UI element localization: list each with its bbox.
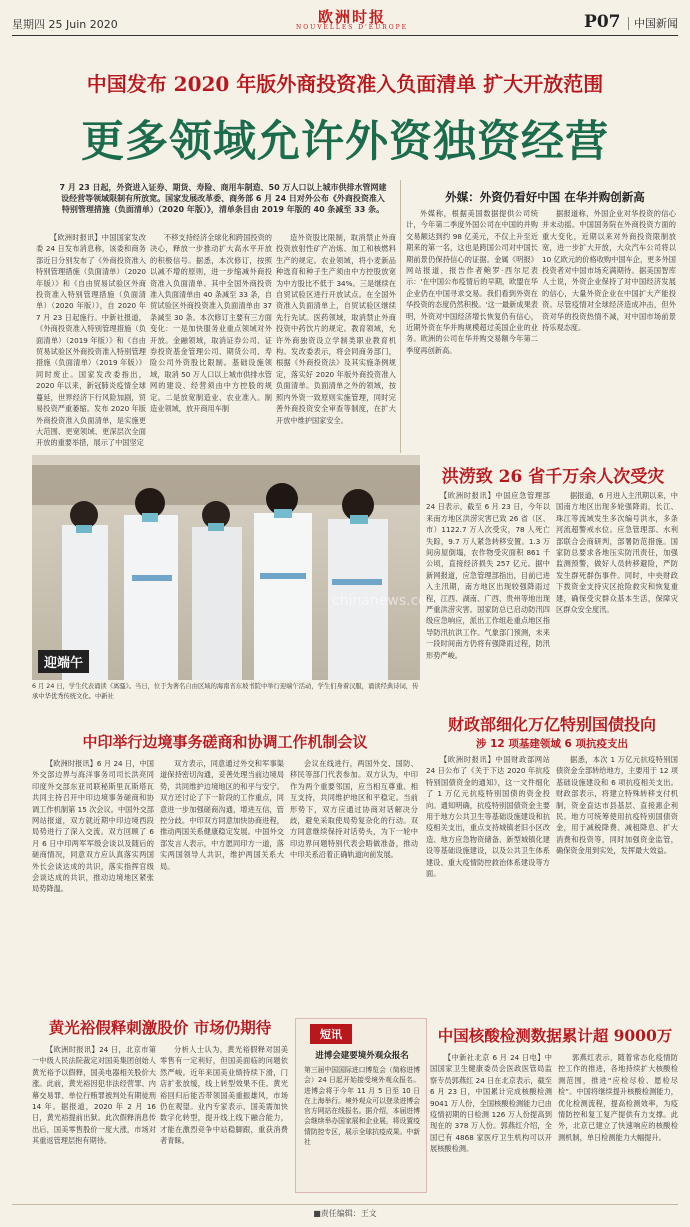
guangxu-col-1: 【欧洲时报讯】24 日，北京市第一中级人民法院裁定对国美集团创始人黄光裕予以假释，国美电器相关股价大涨。此前，黄光裕因犯非法经营罪、内幕交易罪、单位行贿罪被判处有期徒刑 14 年。据报道，2020 年 2 月 16 日，黄光裕提前出狱。此次假释消息传出后，国美零售股价一度大涨，市场对其重返管理层抱有期待。 xyxy=(32,1045,156,1146)
short-news-box xyxy=(295,1018,427,1193)
india-col-2: 双方表示，同意通过外交和军事渠道保持密切沟通，妥善处理当前边境局势，共同维护边境地区的和平与安宁。双方还讨论了下一阶段的工作重点，同意进一步加强磋商沟通，增进互信，管控分歧。中印双方同意加快协商进程，推动两国关系健康稳定发展。中国外交部发言人表示，中方愿同印方一道，落实两国领导人共识，维护两国关系大局。 xyxy=(160,759,284,871)
section-name: 中国新闻 xyxy=(628,17,678,30)
flood-title: 洪涝致 26 省千万余人次受灾 xyxy=(441,467,665,487)
headline: 更多领域允许外资独资经营 xyxy=(81,117,609,167)
photo-watermark: chinanews.com xyxy=(332,593,441,609)
short-news-title: 进博会建要境外观众报名 xyxy=(315,1051,409,1061)
masthead xyxy=(252,10,452,31)
india-title: 中印举行边境事务磋商和协调工作机制会议 xyxy=(82,733,368,751)
guangxu-col-2: 分析人士认为，黄光裕假释对国美零售有一定利好，但国美面临的问题依然严峻。近年来国美业绩持续下滑，门店扩张放缓，线上转型效果不佳。黄光裕回归后能否带领国美重振雄风，市场仍在观望。业内专家表示，国美需加快数字化转型，提升线上线下融合能力，才能在激烈竞争中站稳脚跟，重获消费者青睐。 xyxy=(160,1045,288,1146)
side-article-col-1: 外媒称，根据美国数据提供公司统计，今年第二季度外国公司在中国的并购交易额达到约 98 亿美元，不仅上升至近期来的第一名，这也是跨国公司对中国长期前景仍保持信心的证据。金属《明报》网站报道，报告作者鲍罗·西尔尼表示：'在中国公布疫情后的早期，欧盟在华企业仍在中国寻求交易。我们看到外资在华投资的态度仍然积极。'这一最新成果表明，外资对中国经济增长恢复仍有信心，近期外资在华并购规模超过美国企业的业务。欧洲的公司在华并购交易额今年第二季度再创新高。 xyxy=(406,209,538,355)
flood-col-1: 【欧洲时报讯】中国应急管理部 24 日表示，截至 6 月 23 日，今年以来南方地区洪涝灾害已致 26 省（区、市）1122.7 万人次受灾，78 人死亡失踪，9.7 万人紧急转移安置。1.3 万间房屋倒塌，农作物受灾面积 861 千公顷，直接经济损失 257 亿元。据中新网报道，应急管理部指出，目前已进入主汛期，南方地区出现较强降雨过程，江西、湖南、广西、贵州等地出现严重洪涝灾害。国家防总已启动防汛四级应急响应，派出工作组赴重点地区指导防汛抗洪工作。气象部门预测，未来一段时间南方仍将有强降雨过程，防汛形势严峻。 xyxy=(426,491,550,660)
flood-col-2: 据报道，6 月进入主汛期以来，中国南方地区出现多轮强降雨，长江、珠江等流域发生多次编号洪水，多条河流超警戒水位。应急管理部、水利部联合会商研判，部署防范措施。国家防总要求各地压实防汛责任，加强监测预警，做好人员转移避险，严防发生群死群伤事件。同时，中央财政下拨资金支持灾区抢险救灾和恢复重建，确保受灾群众基本生活，保障灾区群众安全度汛。 xyxy=(556,491,678,615)
nucleic-col-2: 郭燕红表示，随着常态化疫情防控工作的推进，各地持续扩大核酸检测范围，推进“应检尽检、愿检尽检”。中国将继续提升核酸检测能力，优化检测流程，提高检测效率，为疫情防控和复工复产提供有力支撑。此外，北京已建立了快速响应的核酸检测机制，单日检测能力大幅提升。 xyxy=(558,1053,678,1142)
divider xyxy=(400,180,401,453)
summary: 7 月 23 日起，外资进入证券、期货、寿险、商用车制造、50 万人口以上城市供排水管网建设经营等领域限制有所放宽。国家发展改革委、商务部 6 月 24 日对外公布《外商投资准入特别管理措施（负面清单）（2020 年版）》，清单条目由 2019 年版的 40 条减至 33 条。 xyxy=(59,183,387,214)
photo-badge: 迎端午 xyxy=(38,650,89,673)
bond-subtitle: 涉 12 项基建领域 6 项抗疫支出 xyxy=(475,738,629,750)
page-indicator xyxy=(584,12,678,32)
dragon-boat-photo xyxy=(32,455,441,680)
main-article-col-2: 不移支持经济全球化和跨国投资的决心，释放一步推动扩大高水平开放的积极信号。据悉，本次修订，按照以减不增的原则，进一步缩减外商投资准入负面清单。其中全国外商投资准入负面清单由 40 条减至 33 条，自贸试验区外商投资准入负面清单由 37 条减至 30 条。本次修订主要有三方面变化：一是加快服务业重点领域对外开放。金融领域，取消证券公司、证券投资基金管理公司、期货公司、寿险公司外资股比限制。基础设施领域，取消 50 万人口以上城市供排水管网的建设、经营须由中方控股的规定。二是放宽制造业、农业准入。制造业领域，放开商用车制 xyxy=(150,233,272,414)
bond-title: 财政部细化万亿特别国债投向 xyxy=(447,715,656,734)
bond-col-1: 【欧洲时报讯】中国财政部网站 24 日公布了《关于下达 2020 年抗疫特别国债资金的通知》，这一文件细化了 1 万亿元抗疫特别国债的资金投向。通知明确，抗疫特别国债资金主要用于地方公共卫生等基础设施建设和抗疫相关支出，重点支持城镇老旧小区改造、地方应急物资储备、新型城镇化建设等基础设施建设，以及公共卫生体系建设、重大疫情防控救治体系建设等方面。 xyxy=(426,755,550,879)
issue-date: 星期四 25 Juin 2020 xyxy=(12,18,118,31)
page-header xyxy=(12,10,678,36)
nucleic-col-1: 【中新社北京 6 月 24 日电】中国国家卫生健康委员会医政医管局监察专员郭燕红 24 日在北京表示，截至 6 月 23 日，中国累计完成核酸检测 9041 万人份，全国核酸检测能力已由疫情初期的日检测 126 万人份提高到现在的 378 万人份。郭燕红介绍，全国已有 4868 家医疗卫生机构可以开展核酸检测。 xyxy=(430,1053,552,1154)
main-article-col-3: 造外资股比限制，取消禁止外商投资放射性矿产冶炼、加工和核燃料生产的规定。农业领域，将小麦新品种选育和种子生产须由中方控股放宽为中方股比不低于 34%。三是继续在自贸试验区进行开放试点。在全国外资准入负面清单上，自贸试验区继续先行先试。医药领域，取消禁止外商投资中药饮片的规定。教育领域，允许外商独资设立学制类职业教育机构。发改委表示，将会同商务部门，根据《外商投资法》及其实施条例规定，落实好 2020 年版外商投资准入负面清单。负面清单之外的领域，按照内外资一致原则实施管理，同时完善外商投资安全审查等制度，在扩大开放中维护国家安全。 xyxy=(276,233,396,425)
masthead-en: NOUVELLES D'EUROPE xyxy=(295,24,409,31)
main-article-col-1: 【欧洲时报讯】中国国家发改委 24 日发布消息称，该委和商务部近日分别发布了《外商投资准入特别管理措施（负面清单）（2020 年版）》和《自由贸易试验区外商投资准入特别管理措施（负面清单）（2020 年版）》，自 2020 年 7 月 23 日起施行。中新社报道，《外商投资准入特别管理措施（负面清单）（2019 年版）》和《自由贸易试验区外商投资准入特别管理措施（负面清单）（2019 年版）》同时废止。国家发改委指出，2020 年以来，新冠肺炎疫情全球蔓延，世界经济下行风险加剧，贸易投资严重萎缩。发布 2020 年版外商投资准入负面清单，是实施更大范围、更宽领域、更深层次全面开放的重要举措，展示了中国坚定 xyxy=(36,233,146,448)
guangxu-title: 黄光裕假释刺激股价 市场仍期待 xyxy=(48,1018,272,1037)
short-news-tag: 短讯 xyxy=(310,1024,352,1044)
short-news-text: 第三届中国国际进口博览会（简称进博会）24 日起开始接受境外观众报名。进博会将于今年 11 月 5 日至 10 日在上海举行。境外观众可以登录进博会官方网站在线报名。据介绍，本届进博会继续举办国家展和企业展，将设置疫情防控专区，展示全球抗疫成果。中新社 xyxy=(304,1066,420,1147)
footer-rule xyxy=(12,1204,678,1205)
bond-col-2: 据悉，本次 1 万亿元抗疫特别国债资金全部转给地方，主要用于 12 项基础设施建设和 6 项抗疫相关支出。财政部表示，将建立特殊转移支付机制，资金直达市县基层、直接惠企利民。地方可统筹使用抗疫特别国债资金，用于减税降费、减租降息、扩大消费和投资等，同时加强资金监管，确保资金用到实处，发挥最大效益。 xyxy=(556,755,678,856)
footer-editor: ■责任编辑：王文 xyxy=(313,1209,377,1218)
nucleic-title: 中国核酸检测数据累计超 9000万 xyxy=(437,1026,673,1045)
side-article-title: 外媒：外资仍看好中国 在华并购创新高 xyxy=(445,190,645,204)
india-col-3: 会议在线进行，两国外交、国防、移民等部门代表参加。双方认为，中印作为两个重要邻国，应当相互尊重、相互支持，共同维护地区和平稳定。当前形势下，双方应通过协商对话解决分歧，避免采取使局势复杂化的行动。双方同意继续保持对话势头，为下一轮中印边界问题特别代表会晤做准备，推动中印关系沿着正确轨道向前发展。 xyxy=(290,759,418,860)
photo-caption: 6 月 24 日，学生代表诵读《离骚》。当日，位于为著名自由区域的海南省东坡书院中举行迎端午活动，学生们身着汉服，诵读经典诗词，传承中华优秀传统文化。中新社 xyxy=(32,683,419,700)
side-article-col-2: 据报道称，外国企业对华投资的信心并未动摇。中国国务院在外商投资方面的重大变化，近期以来对外商投资限制放宽，进一步扩大开放，大众汽车公司将以 10 亿欧元的价格收购中国车企，更多外国投资者对中国市场充满期待。据美国智库人士说，外资企业保持了对中国经济发展的信心，大量外资企业在中国扩大产能投资。尽管疫情对全球经济造成冲击，但外资对华的投资热情不减，对中国市场前景持乐观态度。 xyxy=(542,209,676,333)
page-number: P07 xyxy=(584,12,621,32)
india-col-1: 【欧洲时报讯】6 月 24 日，中国外交部边界与海洋事务司司长洪亮同印度外交部东亚司联秘斯里瓦斯塔瓦共同主持召开中印边境事务磋商和协调工作机制第 15 次会议。中国外交部网站报道，双方就近期中印边境西段局势进行了深入交流。双方回顾了 6 月 6 日中印两军军级会谈以及随后的磋商情况，同意双方应认真落实两国外长会谈达成的共识，落实指挥官级会谈达成的共识，推动边境地区紧张局势降温。 xyxy=(32,759,154,894)
masthead-cn: 欧洲时报 xyxy=(317,8,386,26)
kicker: 中国发布 2020 年版外商投资准入负面清单 扩大开放范围 xyxy=(86,72,604,96)
